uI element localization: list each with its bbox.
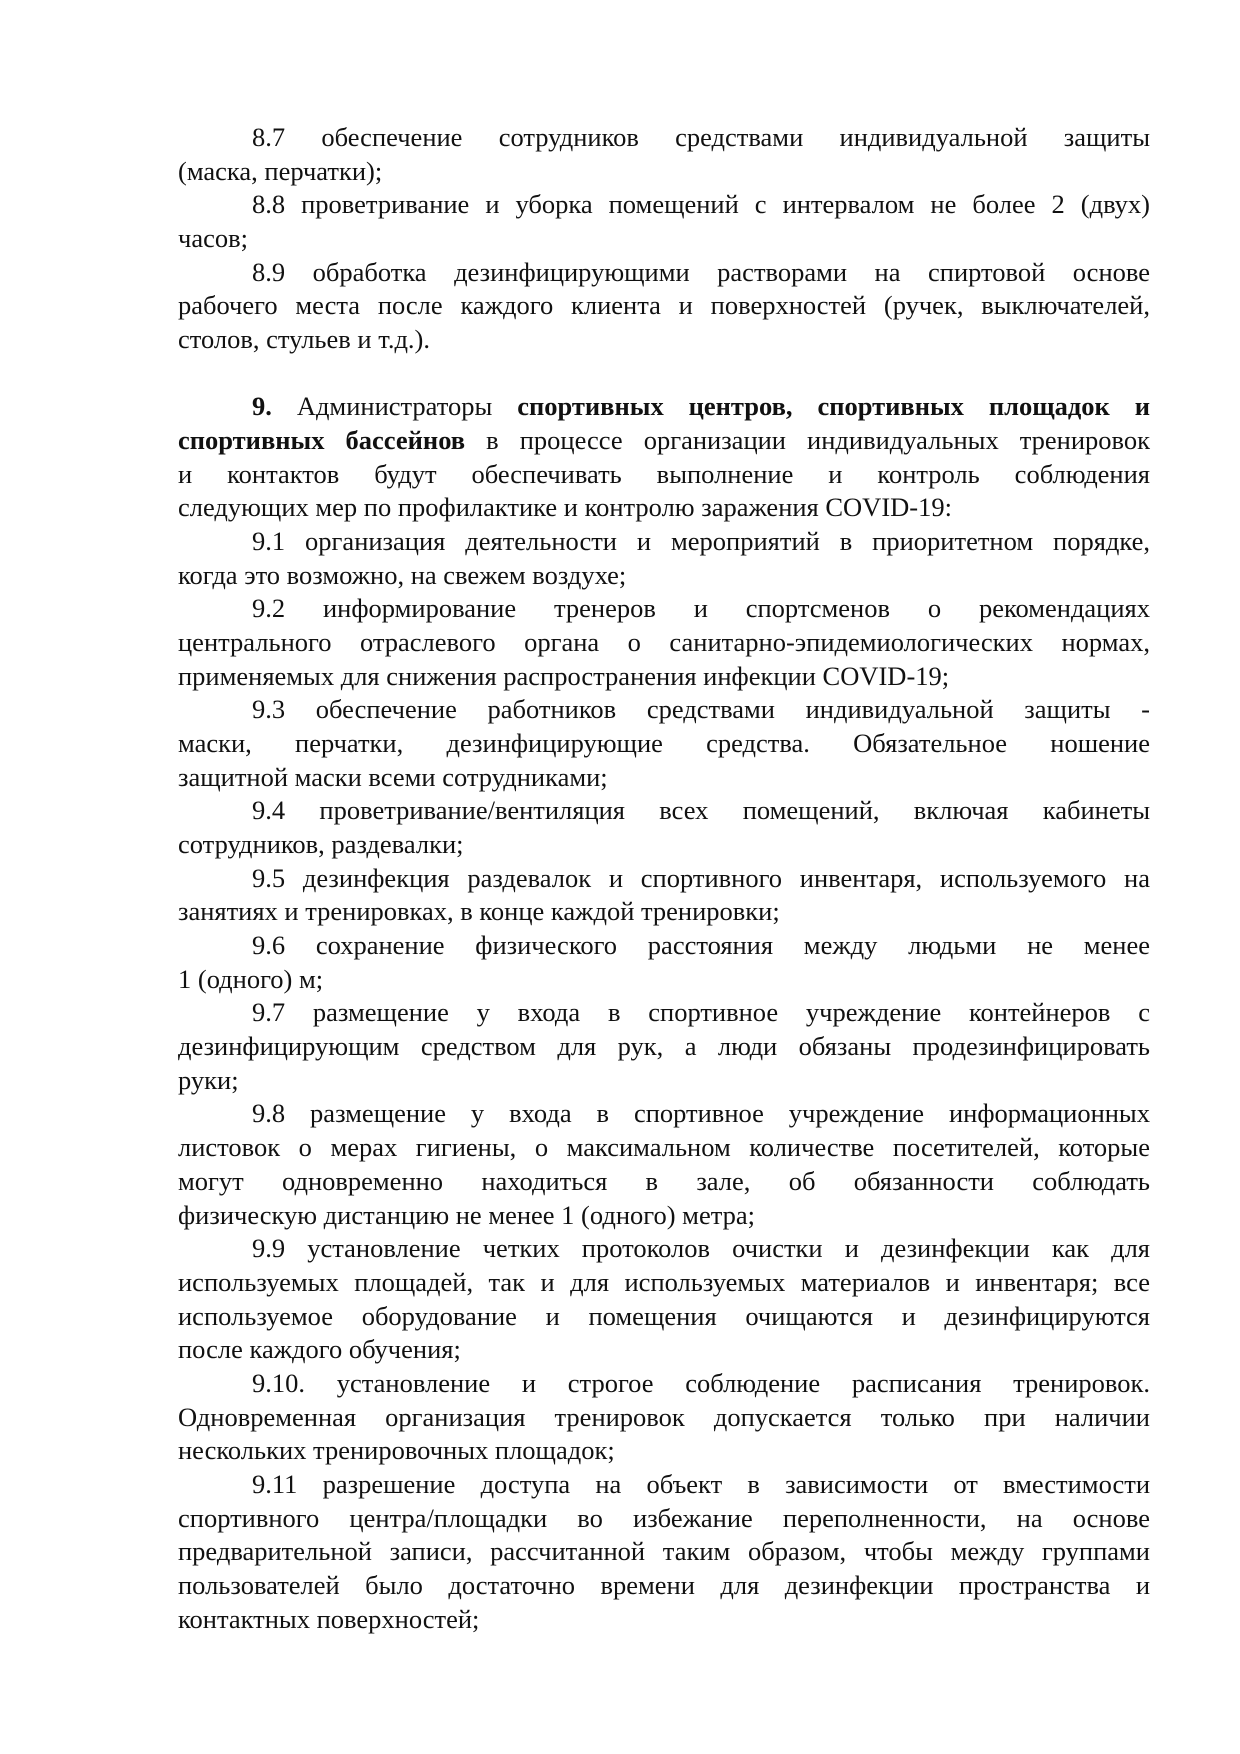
section-9-bold-text: спортивных центров, спортивных площадок и [517,391,1151,422]
list-item-first-line: 8.7 обеспечение сотрудников средствами индивидуальной защиты [252,122,1150,152]
list-item-line: после каждого обучения; [178,1334,461,1365]
section-9-intro-line [178,424,1150,458]
list-item-line: Одновременная организация тренировок допускается только при наличии [178,1401,1150,1432]
list-item-line: контактных поверхностей; [178,1603,480,1634]
list-item [178,188,1150,255]
section-9-bold-text: спортивных бассейнов [178,425,466,456]
list-item-first-line: 9.11 разрешение доступа на объект в зависимости от вместимости [252,1468,1150,1499]
list-item-line: применяемых для снижения распространения инфекции COVID-19; [178,660,950,691]
list-item-first-line: 8.8 проветривание и уборка помещений с интервалом не более 2 (двух) [252,189,1150,220]
list-item [178,996,1150,1097]
paragraph-spacer [178,357,1150,391]
list-item-line: рабочего места после каждого клиента и поверхностей (ручек, выключателей, [178,290,1150,321]
list-item-line: листовок о мерах гигиены, о максимальном количестве посетителей, которые [178,1132,1150,1163]
list-item-line: руки; [178,1064,239,1095]
list-item-first-line: 9.1 организация деятельности и мероприятий в приоритетном порядке, [252,526,1150,557]
list-item-line: используемое оборудование и помещения очищаются и дезинфицируются [178,1300,1150,1331]
list-item-line: пользователей было достаточно времени для дезинфекции пространства и [178,1569,1150,1600]
list-item-line: предварительной записи, рассчитанной таким образом, чтобы между группами [178,1536,1150,1567]
list-item-first-line: 9.4 проветривание/вентиляция всех помещений, включая кабинеты [252,795,1150,826]
list-item [178,693,1150,794]
list-item [178,525,1150,592]
list-item-line: когда это возможно, на свежем воздухе; [178,559,627,590]
list-item-line: дезинфицирующим средством для рук, а люди обязаны продезинфицировать [178,1031,1150,1062]
section-9-list [178,525,1150,1636]
list-item [178,862,1150,929]
list-item-line: физическую дистанцию не менее 1 (одного) метра; [178,1199,755,1230]
list-item-line: 1 (одного) м; [178,963,324,994]
list-item-line: (маска, перчатки); [178,155,383,186]
list-item-line: часов; [178,223,248,254]
list-item-first-line: 8.9 обработка дезинфицирующими растворами на спиртовой основе [252,256,1150,287]
list-item-line: маски, перчатки, дезинфицирующие средства. Обязательное ношение [178,728,1150,759]
section-9-intro-text: Администраторы [296,391,493,422]
section-9-intro-text: в процессе организации индивидуальных тренировок [486,425,1151,456]
list-item [178,929,1150,996]
section-9-intro-line: следующих мер по профилактике и контролю заражения COVID-19: [178,492,952,523]
list-item-first-line: 9.8 размещение у входа в спортивное учреждение информационных [252,1098,1150,1129]
list-item-first-line: 9.7 размещение у входа в спортивное учреждение контейнеров с [252,997,1150,1028]
list-item-first-line: 9.5 дезинфекция раздевалок и спортивного инвентаря, используемого на [252,862,1150,893]
list-item-line: сотрудников, раздевалки; [178,829,464,860]
list-item [178,1367,1150,1468]
list-item-line: занятиях и тренировках, в конце каждой тренировки; [178,896,780,927]
list-item-line: используемых площадей, так и для используемых материалов и инвентаря; все [178,1266,1150,1297]
list-item-first-line: 9.9 установление четких протоколов очистки и дезинфекции как для [252,1233,1150,1264]
list-item-line: нескольких тренировочных площадок; [178,1435,615,1466]
list-item [178,256,1150,357]
list-item-line: центрального отраслевого органа о санитарно-эпидемиологических нормах, [178,627,1150,658]
list-item [178,794,1150,861]
list-item-line: могут одновременно находиться в зале, об обязанности соблюдать [178,1165,1150,1196]
list-item-line: спортивного центра/площадки во избежание переполненности, на основе [178,1502,1150,1533]
section-9-intro-line [178,390,1150,424]
section-9-intro [178,390,1150,525]
list-item [178,121,1150,188]
list-item [178,1097,1150,1232]
list-item [178,1232,1150,1367]
section-9-number: 9. [252,391,272,422]
list-item [178,592,1150,693]
list-item-first-line: 9.3 обеспечение работников средствами индивидуальной защиты - [252,694,1150,725]
section-8-list [178,121,1150,357]
list-item-line: защитной маски всеми сотрудниками; [178,761,608,792]
list-item-first-line: 9.6 сохранение физического расстояния между людьми не менее [252,930,1150,961]
list-item [178,1468,1150,1636]
list-item-first-line: 9.10. установление и строгое соблюдение расписания тренировок. [252,1367,1150,1398]
list-item-first-line: 9.2 информирование тренеров и спортсменов о рекомендациях [252,593,1150,624]
document-body [178,121,1150,1636]
list-item-line: столов, стульев и т.д.). [178,324,430,355]
section-9-intro-line: и контактов будут обеспечивать выполнение и контроль соблюдения [178,458,1150,489]
